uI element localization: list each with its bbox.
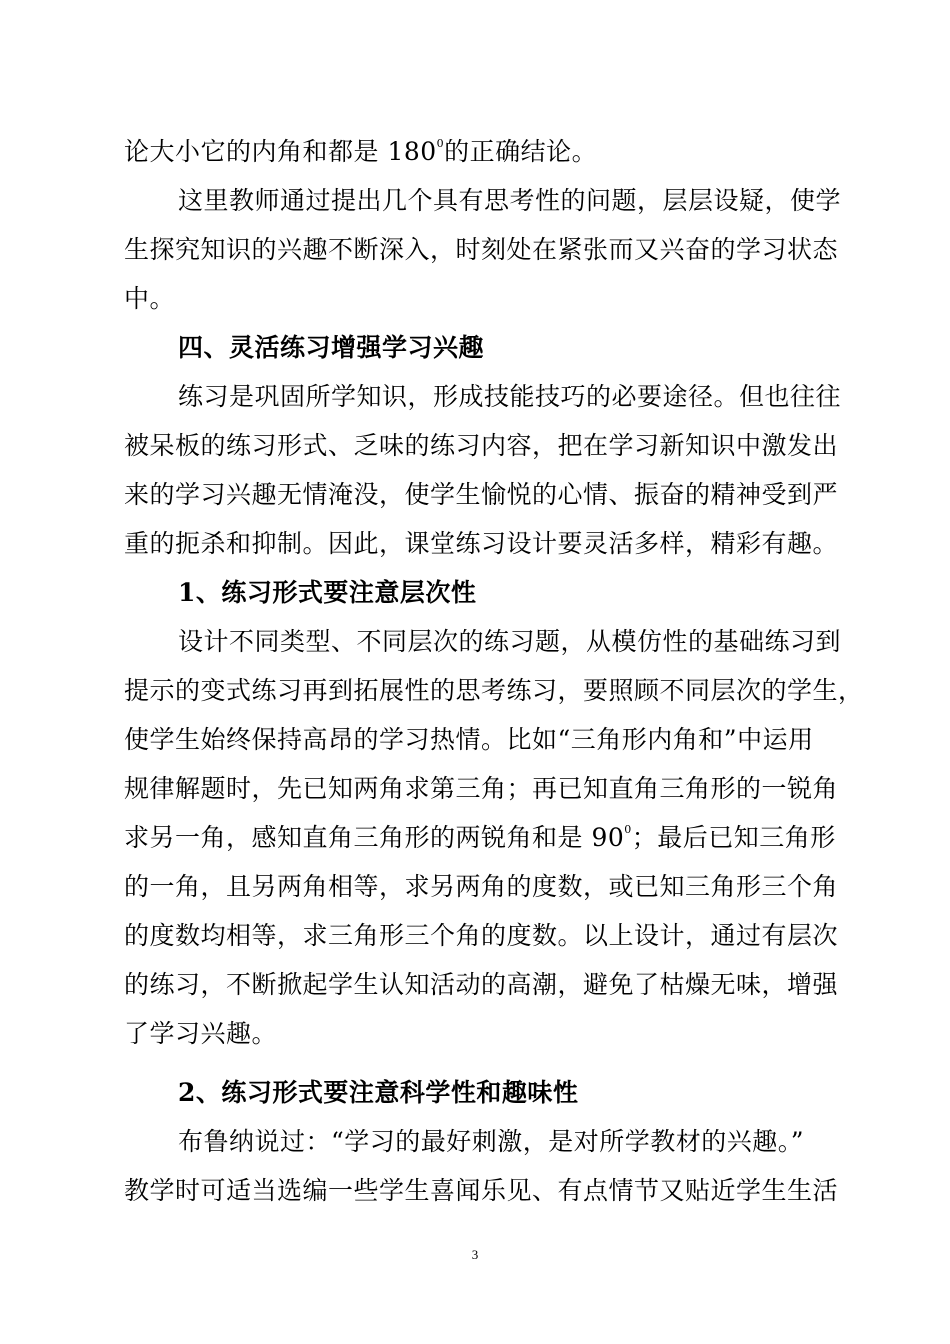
paragraph-line: 的度数均相等，求三角形三个角的度数。以上设计，通过有层次 (124, 921, 839, 950)
subsection-heading: 1、练习形式要注意层次性 (178, 578, 477, 607)
paragraph-line: 来的学习兴趣无情淹没，使学生愉悦的心情、振奋的精神受到严 (124, 480, 839, 509)
paragraph-line: 重的扼杀和抑制。因此，课堂练习设计要灵活多样，精彩有趣。 (124, 529, 839, 558)
paragraph-line: 规律解题时，先已知两角求第三角；再已知直角三角形的一锐角 (124, 774, 839, 803)
paragraph-line: 布鲁纳说过：“学习的最好刺激，是对所学教材的兴趣。” (178, 1127, 805, 1156)
text-run: 求另一角，感知直角三角形的两锐角和是 90 (124, 823, 625, 852)
text-run: 论大小它的内角和都是 180 (124, 137, 437, 166)
paragraph-line: 这里教师通过提出几个具有思考性的问题，层层设疑，使学 (178, 186, 842, 215)
section-heading: 四、灵活练习增强学习兴趣 (178, 333, 485, 362)
paragraph-line: 练习是巩固所学知识，形成技能技巧的必要途径。但也往往 (178, 382, 842, 411)
paragraph-line (124, 136, 834, 168)
paragraph-line: 提示的变式练习再到拓展性的思考练习，要照顾不同层次的学生， (124, 676, 864, 705)
paragraph-line: 设计不同类型、不同层次的练习题，从模仿性的基础练习到 (178, 627, 842, 656)
superscript-degree: 0 (624, 823, 632, 836)
paragraph-line: 中。 (124, 284, 176, 313)
paragraph-line (124, 822, 834, 854)
paragraph-line: 了学习兴趣。 (124, 1019, 278, 1048)
text-run: ；最后已知三角形 (631, 823, 836, 852)
text-run: 的正确结论。 (444, 137, 598, 166)
superscript-degree: 0 (436, 137, 445, 150)
paragraph-line: 的练习，不断掀起学生认知活动的高潮，避免了枯燥无味，增强 (124, 970, 839, 999)
paragraph-line: 的一角，且另两角相等，求另两角的度数，或已知三角形三个角 (124, 872, 839, 901)
paragraph-line: 使学生始终保持高昂的学习热情。比如“三角形内角和”中运用 (124, 725, 814, 754)
paragraph-line: 生探究知识的兴趣不断深入，时刻处在紧张而又兴奋的学习状态 (124, 235, 839, 264)
page-number: 3 (471, 1247, 479, 1262)
paragraph-line: 被呆板的练习形式、乏味的练习内容，把在学习新知识中激发出 (124, 431, 839, 460)
subsection-heading: 2、练习形式要注意科学性和趣味性 (178, 1078, 579, 1107)
paragraph-line: 教学时可适当选编一些学生喜闻乐见、有点情节又贴近学生生活 (124, 1176, 839, 1205)
